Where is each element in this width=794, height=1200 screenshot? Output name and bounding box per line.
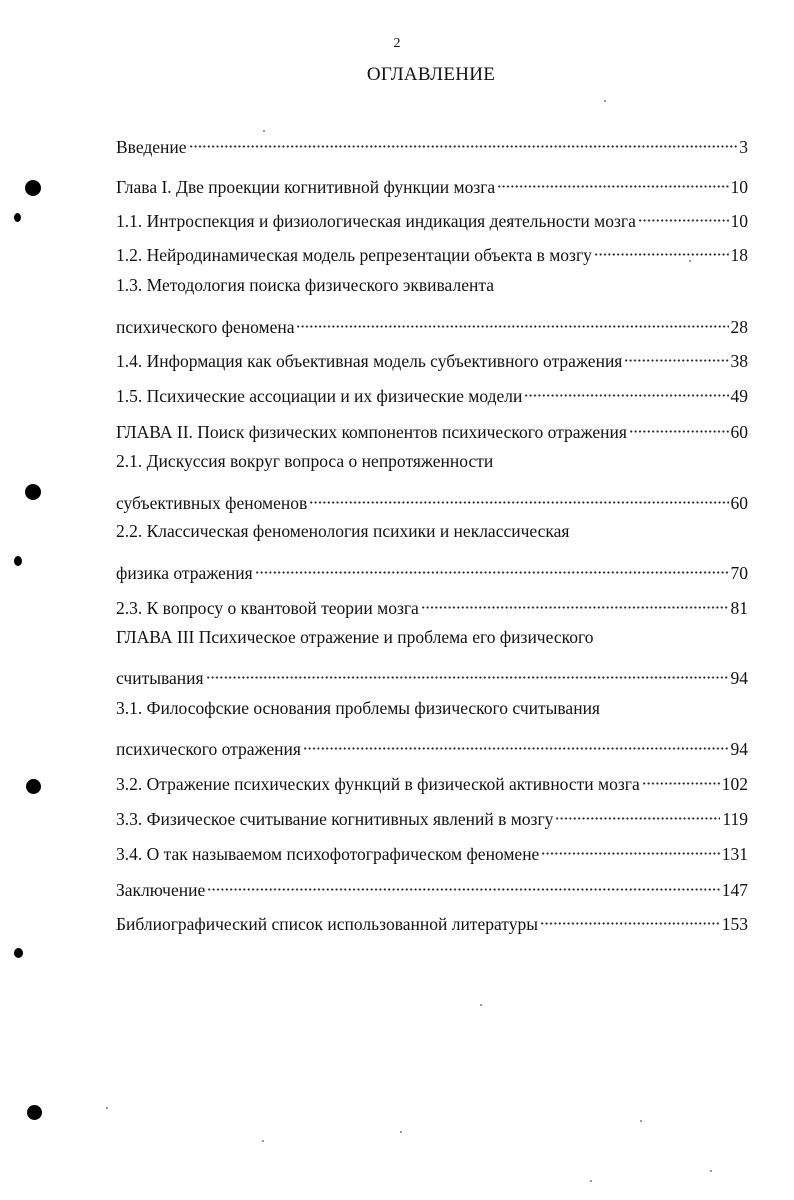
dot-leader	[642, 766, 720, 790]
scan-speck	[480, 1004, 482, 1006]
dot-leader	[555, 801, 720, 825]
dot-leader	[421, 590, 729, 614]
toc-entry	[116, 625, 748, 649]
toc-entry	[116, 414, 748, 442]
toc-entry-page: 70	[730, 563, 748, 583]
punch-hole	[25, 484, 41, 500]
toc-entry-page: 153	[721, 914, 748, 934]
toc-entry-page: 3	[739, 137, 748, 157]
toc-entry-text: Заключение	[116, 880, 206, 900]
toc-entry	[116, 836, 748, 864]
toc-entry-text: 1.2. Нейродинамическая модель репрезентации объекта в мозгу	[116, 245, 592, 265]
page-title: ОГЛАВЛЕНИЕ	[366, 64, 496, 85]
punch-hole	[14, 556, 22, 566]
toc-entry-page: 131	[721, 844, 748, 864]
toc-entry-page: 102	[721, 774, 748, 794]
toc-entry-text: Глава I. Две проекции когнитивной функции мозга	[116, 177, 496, 197]
scan-speck	[590, 1180, 592, 1182]
toc-entry	[116, 696, 748, 720]
toc-entry	[116, 906, 748, 934]
toc-entry	[116, 519, 748, 543]
scan-speck	[106, 1107, 108, 1109]
toc-entry-page: 18	[730, 245, 748, 265]
toc-entry-text: 2.3. К вопросу о квантовой теории мозга	[116, 598, 419, 618]
toc-entry	[116, 660, 748, 688]
punch-hole	[14, 213, 21, 222]
toc-entry	[116, 343, 748, 371]
toc-entry-page: 81	[730, 598, 748, 618]
toc-entry	[116, 169, 748, 197]
toc-entry	[116, 378, 748, 406]
scan-speck	[604, 100, 606, 102]
page-number: 2	[393, 36, 401, 51]
dot-leader	[189, 129, 738, 153]
toc-entry-page: 60	[730, 493, 748, 513]
scan-speck	[400, 1131, 402, 1133]
punch-hole	[25, 180, 41, 196]
toc-entry-page: 119	[722, 809, 748, 829]
dot-leader	[497, 169, 728, 193]
toc-entry-text: 1.4. Информация как объективная модель субъективного отражения	[116, 351, 623, 371]
toc-entry	[116, 237, 748, 265]
toc-entry-text: Введение	[116, 137, 187, 157]
toc-entry	[116, 203, 748, 231]
toc-entry-page: 28	[730, 317, 748, 337]
toc-entry-text: ГЛАВА II. Поиск физических компонентов психического отражения	[116, 422, 627, 442]
toc-entry-text: субъективных феноменов	[116, 493, 308, 513]
punch-hole	[26, 779, 41, 794]
toc-entry-text: 1.3. Методология поиска физического эквивалента	[116, 275, 494, 295]
toc-entry-page: 10	[730, 211, 748, 231]
toc-entry-text: 1.5. Психические ассоциации и их физические модели	[116, 386, 523, 406]
toc-entry-page: 94	[730, 668, 748, 688]
dot-leader	[303, 731, 729, 755]
toc-entry-text: 2.1. Дискуссия вокруг вопроса о непротяженности	[116, 451, 494, 471]
toc-entry	[116, 273, 748, 297]
toc-entry-page: 38	[730, 351, 748, 371]
toc-entry-page: 49	[730, 386, 748, 406]
toc-entry-text: 2.2. Классическая феноменология психики и неклассическая	[116, 521, 570, 541]
toc-entry-text: 3.1. Философские основания проблемы физического считывания	[116, 698, 600, 718]
scan-speck	[689, 260, 691, 262]
dot-leader	[624, 343, 728, 367]
toc-entry	[116, 129, 748, 157]
toc-entry-page: 60	[730, 422, 748, 442]
toc-entry	[116, 590, 748, 618]
scan-speck	[640, 1120, 642, 1122]
toc-entry	[116, 731, 748, 759]
dot-leader	[255, 555, 729, 579]
punch-hole	[14, 948, 23, 958]
toc-entry-text: 1.1. Интроспекция и физиологическая индикация деятельности мозга	[116, 211, 636, 231]
toc-entry	[116, 309, 748, 337]
dot-leader	[638, 203, 729, 227]
dot-leader	[541, 836, 719, 860]
toc-entry-text: 3.3. Физическое считывание когнитивных явлений в мозгу	[116, 809, 554, 829]
scan-speck	[262, 1140, 264, 1142]
dot-leader	[296, 309, 728, 333]
toc-entry-text: 3.4. О так называемом психофотографическом феномене	[116, 844, 540, 864]
dot-leader	[594, 237, 729, 261]
toc-entry-page: 147	[721, 880, 748, 900]
toc-entry	[116, 801, 748, 829]
dot-leader	[309, 485, 728, 509]
toc-entry	[116, 766, 748, 794]
toc-entry-text: Библиографический список использованной литературы	[116, 914, 538, 934]
scan-speck	[710, 1170, 712, 1172]
toc-entry-text: ГЛАВА III Психическое отражение и проблема его физического	[116, 627, 594, 647]
toc-entry-text: физика отражения	[116, 563, 253, 583]
dot-leader	[206, 660, 729, 684]
toc-entry	[116, 872, 748, 900]
dot-leader	[629, 414, 729, 438]
toc-entry-page: 94	[730, 739, 748, 759]
toc-entry	[116, 555, 748, 583]
toc-entry-page: 10	[730, 177, 748, 197]
toc-entry	[116, 485, 748, 513]
scan-speck	[263, 130, 265, 132]
dot-leader	[540, 906, 720, 930]
toc-entry-text: 3.2. Отражение психических функций в физической активности мозга	[116, 774, 640, 794]
dot-leader	[207, 872, 720, 896]
dot-leader	[524, 378, 728, 402]
toc-entry-text: психического феномена	[116, 317, 295, 337]
toc-entry-text: считывания	[116, 668, 204, 688]
toc-entry-text: психического отражения	[116, 739, 301, 759]
toc-entry	[116, 449, 748, 473]
punch-hole	[27, 1105, 42, 1120]
